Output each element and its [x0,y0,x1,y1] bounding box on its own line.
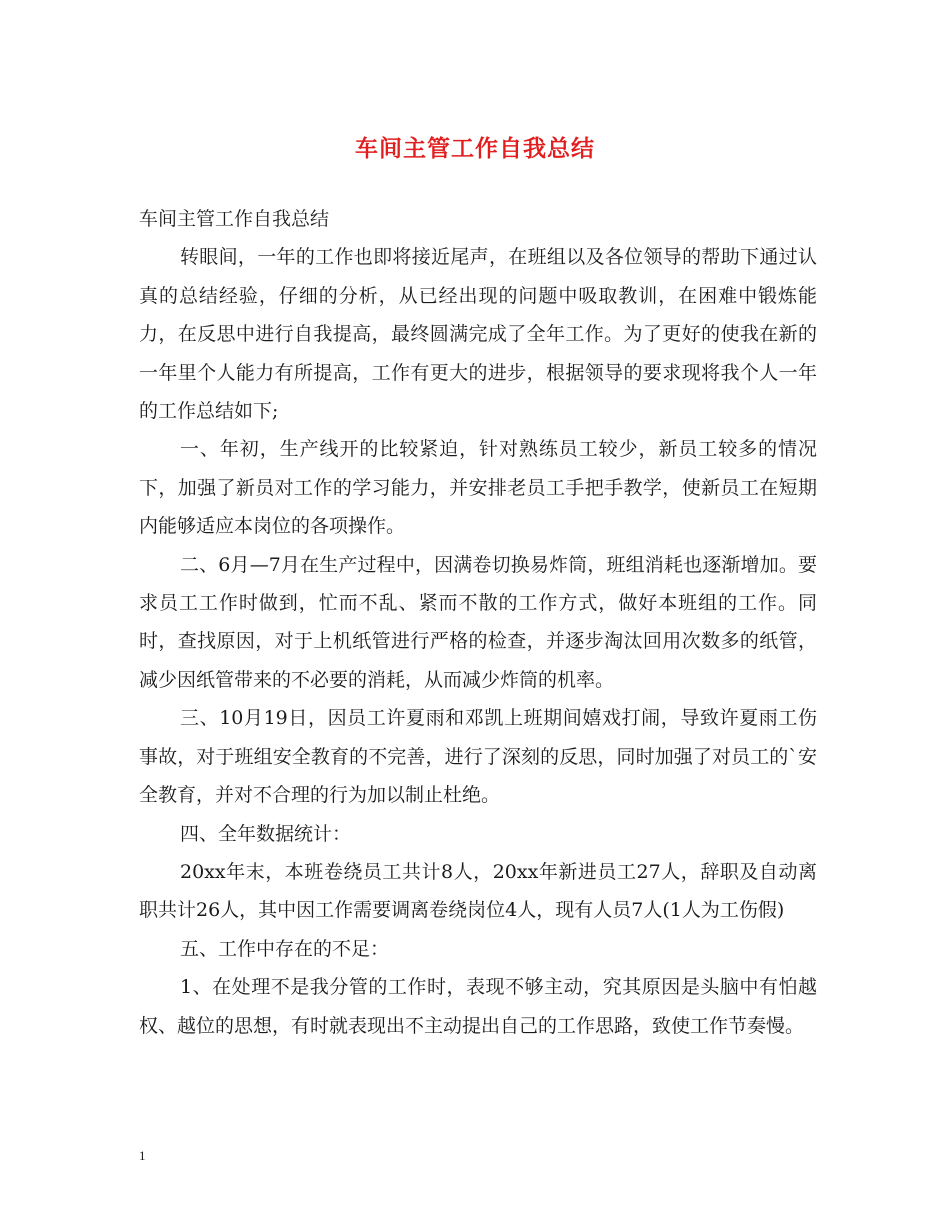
paragraph-shortcoming-1: 1、在处理不是我分管的工作时，表现不够主动，究其原因是头脑中有怕越权、越位的思想，有时就表现出不主动提出自己的工作思路，致使工作节奏慢。 [139,976,817,1037]
paragraph-item-4-heading: 四、全年数据统计： [180,822,352,845]
paragraph-statistics: 20xx年末，本班卷绕员工共计8人，20xx年新进员工27人，辞职及自动离职共计26人，其中因工作需要调离卷绕岗位4人，现有人员7人(1人为工伤假) [139,860,817,922]
document-subtitle: 车间主管工作自我总结 [139,208,330,230]
document-title: 车间主管工作自我总结 [355,135,595,162]
paragraph-intro: 转眼间，一年的工作也即将接近尾声，在班组以及各位领导的帮助下通过认真的总结经验，仔细的分析，从已经出现的问题中吸取教训，在困难中锻炼能力，在反思中进行自我提高，最终圆满完成了全年工作。为了更好的使我在新的一年里个人能力有所提高，工作有更大的进步，根据领导的要求现将我个人一年的工作总结如下; [139,246,817,423]
document-body [139,200,817,1045]
paragraph-item-5-heading: 五、工作中存在的不足： [180,937,390,960]
paragraph-item-1: 一、年初，生产线开的比较紧迫，针对熟练员工较少，新员工较多的情况下，加强了新员对工作的学习能力，并安排老员工手把手教学，使新员工在短期内能够适应本岗位的各项操作。 [139,438,817,538]
paragraph-item-3: 三、10月19日，因员工许夏雨和邓凯上班期间嬉戏打闹，导致许夏雨工伤事故，对于班组安全教育的不完善，进行了深刻的反思，同时加强了对员工的`安全教育，并对不合理的行为加以制止杜绝。 [139,707,817,807]
paragraph-item-2: 二、6月—7月在生产过程中，因满卷切换易炸筒，班组消耗也逐渐增加。要求员工工作时做到，忙而不乱、紧而不散的工作方式，做好本班组的工作。同时，查找原因，对于上机纸管进行严格的检查，并逐步淘汰回用次数多的纸管，减少因纸管带来的不必要的消耗，从而减少炸筒的机率。 [139,553,817,691]
page-number: 1 [139,1148,146,1163]
